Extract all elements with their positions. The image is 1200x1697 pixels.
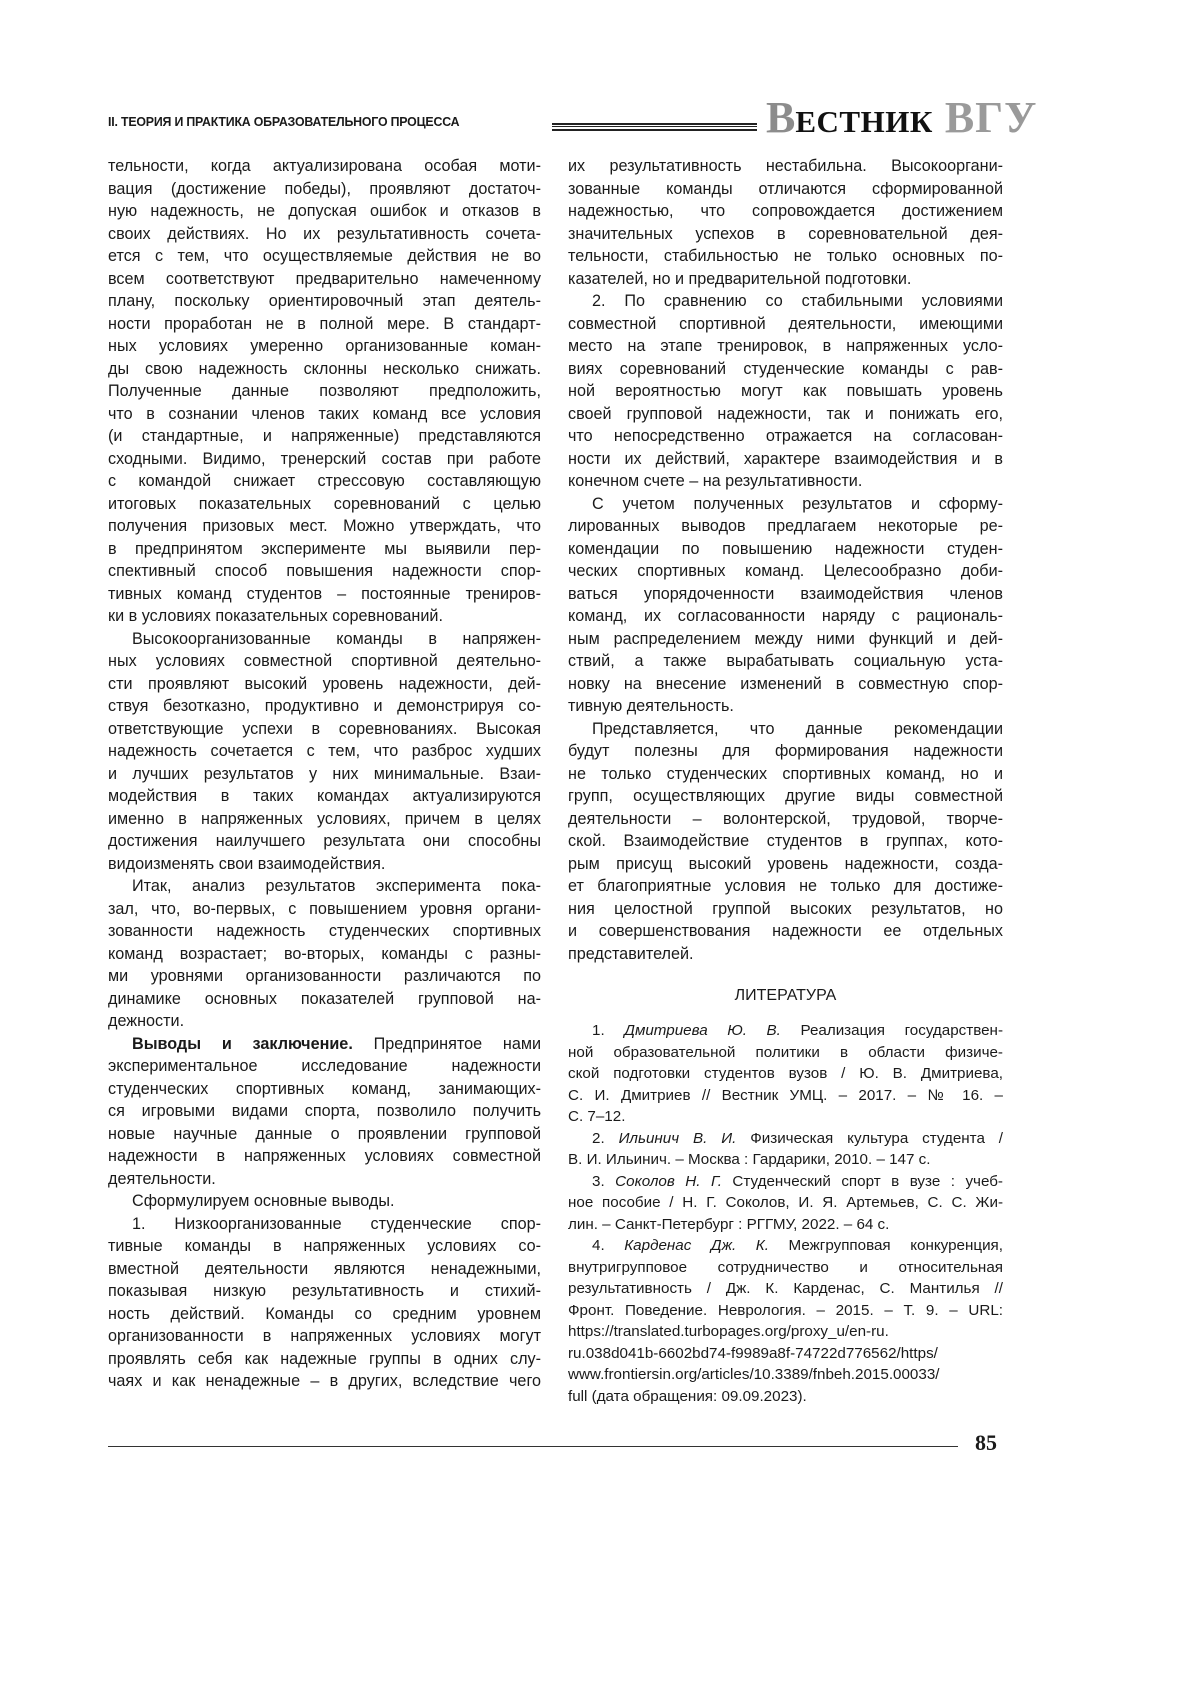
text-line [108, 718, 541, 741]
text-line [108, 1325, 541, 1348]
line-text: С учетом полученных результатов и сформу- [592, 495, 1003, 513]
text-line [108, 200, 541, 223]
text-line [568, 605, 1003, 628]
line-text: конечном счете – на результативности. [568, 472, 862, 490]
line-text: новку на внесение изменений в совместную спор- [568, 675, 1003, 693]
references-heading: ЛИТЕРАТУРА [568, 987, 1003, 1005]
text-line [108, 695, 541, 718]
line-text: тивных команд студентов – постоянные трениров- [108, 585, 541, 603]
text-line [568, 1020, 1003, 1042]
text-line [568, 403, 1003, 426]
line-text: Представляется, что данные рекомендации [592, 720, 1003, 738]
line-text: всем соответствуют предварительно намеченному [108, 270, 541, 288]
text-line [568, 785, 1003, 808]
text-line [108, 830, 541, 853]
text-line [108, 740, 541, 763]
line-text: совместной спортивной деятельности, имеющими [568, 315, 1003, 333]
line-text: зованные команды отличаются сформированной [568, 180, 1003, 198]
text-line [108, 290, 541, 313]
line-text: ется с тем, что осуществляемые действия не во [108, 247, 541, 265]
line-text: своих действиях. Но их результативность сочета- [108, 225, 541, 243]
left-column [108, 155, 541, 1393]
line-text: спективный способ повышения надежности спор- [108, 562, 541, 580]
line-text: получения призовых мест. Можно утверждать, что [108, 517, 541, 535]
text-line [108, 650, 541, 673]
line-text: итоговых показательных соревнований с целью [108, 495, 541, 513]
text-line [568, 380, 1003, 403]
reference-item [568, 1020, 1003, 1128]
line-text: студенческих спортивных команд, занимающих- [108, 1080, 541, 1098]
line-text: Реализация государствен- [781, 1022, 1003, 1039]
line-text: ных условиях умеренно организованные коман- [108, 337, 541, 355]
line-text: вация (достижение победы), проявляют достаточ- [108, 180, 541, 198]
text-line [108, 560, 541, 583]
text-line [108, 1258, 541, 1281]
text-line [568, 1171, 1003, 1193]
line-text: виях соревнований студенческие команды с рав- [568, 360, 1003, 378]
line-text: Высокоорганизованные команды в напряжен- [132, 630, 541, 648]
line-text: Межгрупповая конкуренция, [769, 1237, 1003, 1254]
line-text: комендации по повышению надежности студен- [568, 540, 1003, 558]
line-text: организованности в напряженных условиях могут [108, 1327, 541, 1345]
text-line [108, 358, 541, 381]
line-text: с командой снижает стрессовую составляющую [108, 472, 541, 490]
line-text: деятельности. [108, 1170, 216, 1188]
text-line [108, 223, 541, 246]
text-line [568, 718, 1003, 741]
text-line: full (дата обращения: 09.09.2023). [568, 1386, 1003, 1408]
line-text: 2. По сравнению со стабильными условиями [592, 292, 1003, 310]
text-line [568, 493, 1003, 516]
text-line [568, 583, 1003, 606]
line-text: дежности. [108, 1012, 184, 1030]
line-text: Сформулируем основные выводы. [132, 1192, 395, 1210]
text-line: С. 7–12. [568, 1106, 1003, 1128]
footer-rule [108, 1446, 958, 1447]
line-text: значительных успехов в соревновательной дея- [568, 225, 1003, 243]
text-line [568, 650, 1003, 673]
text-line [568, 155, 1003, 178]
line-text: (и стандартные, и напряженные) представляются [108, 427, 541, 445]
line-text: представителей. [568, 945, 694, 963]
line-text: ствий, а также вырабатывать социальную уста- [568, 652, 1003, 670]
text-line: ской подготовки студентов вузов / Ю. В. Дмитриева, [568, 1063, 1003, 1085]
line-text: их результативность нестабильна. Высокооргани- [568, 157, 1003, 175]
text-line: внутригрупповое сотрудничество и относительная [568, 1257, 1003, 1279]
line-text: казателей, но и предварительной подготовки. [568, 270, 911, 288]
line-text: ности их действий, характере взаимодействия и в [568, 450, 1003, 468]
text-line [568, 1235, 1003, 1257]
text-line [108, 1123, 541, 1146]
line-text: сти проявляют высокий уровень надежности, дей- [108, 675, 541, 693]
right-column [568, 155, 1003, 965]
text-line [568, 943, 1003, 966]
text-line [568, 673, 1003, 696]
text-line [568, 628, 1003, 651]
paragraph [568, 718, 1003, 966]
text-line [108, 965, 541, 988]
text-line [108, 425, 541, 448]
reference-author: Дмитриева Ю. В. [624, 1022, 781, 1039]
line-text: не только студенческих спортивных команд, но и [568, 765, 1003, 783]
logo-rest: ЕСТНИК [795, 104, 932, 139]
line-text: ческих спортивных команд. Целесообразно доби- [568, 562, 1003, 580]
text-line [568, 808, 1003, 831]
line-text: тивную деятельность. [568, 697, 734, 715]
line-text: Предпринятое нами [353, 1035, 541, 1053]
text-line [108, 988, 541, 1011]
line-text: что в сознании членов таких команд все условия [108, 405, 541, 423]
line-text: команд возрастает; во-вторых, команды с разны- [108, 945, 541, 963]
text-line [568, 920, 1003, 943]
line-text: и лучших результатов у них минимальные. Взаи- [108, 765, 541, 783]
references-list [568, 1020, 1003, 1407]
line-text: лированных выводов предлагаем некоторые ре- [568, 517, 1003, 535]
line-text: динамике основных показателей групповой на- [108, 990, 541, 1008]
bold-lead: Выводы и заключение. [132, 1035, 353, 1053]
line-text: ответствующие успехи в соревнованиях. Высокая [108, 720, 541, 738]
text-line [568, 223, 1003, 246]
line-text: ствуя безотказно, продуктивно и демонстрируя со- [108, 697, 541, 715]
line-text: надежности в напряженных условиях совместной [108, 1147, 541, 1165]
text-line [108, 1055, 541, 1078]
reference-item [568, 1235, 1003, 1407]
text-line [568, 290, 1003, 313]
text-line [568, 178, 1003, 201]
text-line [108, 898, 541, 921]
text-line [108, 943, 541, 966]
text-line [108, 920, 541, 943]
text-line [568, 268, 1003, 291]
line-text: именно в напряженных условиях, причем в целях [108, 810, 541, 828]
reference-item [568, 1171, 1003, 1236]
line-text: достижения наилучшего результата они способны [108, 832, 541, 850]
line-text: Полученные данные позволяют предположить, [108, 382, 541, 400]
text-line: С. И. Дмитриев // Вестник УМЦ. – 2017. – № 16. – [568, 1085, 1003, 1107]
paragraph [108, 155, 541, 628]
text-line [568, 470, 1003, 493]
line-text: экспериментальное исследование надежности [108, 1057, 541, 1075]
line-text: проявлять себя как надежные группы в одних слу- [108, 1350, 541, 1368]
text-line [108, 1010, 541, 1033]
text-line: https://translated.turbopages.org/proxy_u/en-ru. [568, 1321, 1003, 1343]
line-text: Физическая культура студента / [736, 1130, 1003, 1147]
text-line [108, 1213, 541, 1236]
line-text: сходными. Видимо, тренерский состав при работе [108, 450, 541, 468]
text-line [568, 538, 1003, 561]
line-text: ния целостной группой высоких результатов, но [568, 900, 1003, 918]
text-line [108, 875, 541, 898]
reference-author: Ильинич В. И. [619, 1130, 737, 1147]
text-line [568, 898, 1003, 921]
text-line [108, 470, 541, 493]
reference-number: 3. [592, 1173, 615, 1190]
line-text: новые научные данные о проявлении групповой [108, 1125, 541, 1143]
text-line [108, 1303, 541, 1326]
text-line [568, 245, 1003, 268]
text-line [108, 403, 541, 426]
line-text: ся игровыми видами спорта, позволило получить [108, 1102, 541, 1120]
text-line [108, 178, 541, 201]
text-line [568, 875, 1003, 898]
line-text: ми уровнями организованности различаются по [108, 967, 541, 985]
line-text: ской. Взаимодействие студентов в группах, кото- [568, 832, 1003, 850]
line-text: ности проработан не в полной мере. В стандарт- [108, 315, 541, 333]
reference-number: 4. [592, 1237, 624, 1254]
text-line [108, 1190, 541, 1213]
text-line: В. И. Ильинич. – Москва : Гардарики, 2010. – 147 с. [568, 1149, 1003, 1171]
line-text: деятельности – волонтерской, трудовой, творче- [568, 810, 1003, 828]
line-text: ет благоприятные условия не только для достиже- [568, 877, 1003, 895]
text-line [108, 1235, 541, 1258]
text-line [108, 673, 541, 696]
text-line [568, 1128, 1003, 1150]
logo-initial: В [766, 93, 795, 142]
text-line [108, 1370, 541, 1393]
text-line [108, 1145, 541, 1168]
text-line [568, 335, 1003, 358]
text-line [568, 358, 1003, 381]
line-text: ваться упорядоченности взаимодействия членов [568, 585, 1003, 603]
line-text: команд, их согласованности наряду с рациональ- [568, 607, 1003, 625]
text-line [108, 1168, 541, 1191]
paragraph [568, 290, 1003, 493]
text-line [108, 245, 541, 268]
paragraph [108, 1190, 541, 1213]
line-text: чаях и как ненадежные – в других, вследствие чего [108, 1372, 541, 1390]
text-line: Фронт. Поведение. Неврология. – 2015. – Т. 9. – URL: [568, 1300, 1003, 1322]
text-line [108, 785, 541, 808]
line-text: рым присущ высокий уровень надежности, созда- [568, 855, 1003, 873]
line-text: ную надежность, не допуская ошибок и отказов в [108, 202, 541, 220]
paragraph [108, 875, 541, 1033]
text-line: www.frontiersin.org/articles/10.3389/fnbeh.2015.00033/ [568, 1364, 1003, 1386]
text-line [108, 380, 541, 403]
line-text: надежность сочетается с тем, что разброс худших [108, 742, 541, 760]
line-text: видоизменять свои взаимодействия. [108, 855, 385, 873]
line-text: будут полезны для формирования надежности [568, 742, 1003, 760]
running-header-section: II. ТЕОРИЯ И ПРАКТИКА ОБРАЗОВАТЕЛЬНОГО ПРОЦЕССА [108, 114, 459, 129]
line-text: Студенческий спорт в вузе : учеб- [722, 1173, 1003, 1190]
line-text: в предпринятом эксперименте мы выявили пер- [108, 540, 541, 558]
paragraph [108, 1213, 541, 1393]
line-text: ной вероятностью могут как повышать уровень [568, 382, 1003, 400]
text-line [568, 763, 1003, 786]
text-line [108, 1100, 541, 1123]
header-rule [552, 123, 757, 131]
line-text: тивные команды в напряженных условиях со- [108, 1237, 541, 1255]
line-text: ным распределением между ними функций и дей- [568, 630, 1003, 648]
line-text: место на этапе тренировок, в напряженных усло- [568, 337, 1003, 355]
line-text: 1. Низкоорганизованные студенческие спор- [132, 1215, 541, 1233]
text-line: лин. – Санкт-Петербург : РГГМУ, 2022. – 64 с. [568, 1214, 1003, 1236]
journal-logo [766, 96, 1037, 140]
paragraph [108, 628, 541, 876]
text-line [108, 313, 541, 336]
line-text: Итак, анализ результатов эксперимента пока- [132, 877, 541, 895]
text-line [568, 200, 1003, 223]
text-line [568, 560, 1003, 583]
text-line [108, 1280, 541, 1303]
line-text: тельности, стабильностью не только основных по- [568, 247, 1003, 265]
line-text: групп, осуществляющих другие виды совместной [568, 787, 1003, 805]
line-text: модействия в таких командах актуализируются [108, 787, 541, 805]
text-line [568, 830, 1003, 853]
line-text: и совершенствования надежности ее отдельных [568, 922, 1003, 940]
line-text: что непосредственно отражается на согласован- [568, 427, 1003, 445]
paragraph [568, 155, 1003, 290]
paragraph [108, 1033, 541, 1191]
text-line [108, 515, 541, 538]
text-line [108, 1078, 541, 1101]
text-line [108, 583, 541, 606]
text-line [108, 268, 541, 291]
text-line [108, 493, 541, 516]
text-line: ное пособие / Н. Г. Соколов, И. Я. Артемьев, С. С. Жи- [568, 1192, 1003, 1214]
text-line [568, 740, 1003, 763]
line-text: зованности надежность студенческих спортивных [108, 922, 541, 940]
text-line: результативность / Дж. К. Карденас, С. Мантилья // [568, 1278, 1003, 1300]
text-line [108, 538, 541, 561]
reference-number: 1. [592, 1022, 624, 1039]
line-text: ды свою надежность склонны несколько снижать. [108, 360, 541, 378]
line-text: тельности, когда актуализирована особая моти- [108, 157, 541, 175]
line-text: плану, поскольку ориентировочный этап деятель- [108, 292, 541, 310]
text-line: ru.038d041b-6602bd74-f9989a8f-74722d776562/https/ [568, 1343, 1003, 1365]
line-text: своей групповой надежности, так и понижать его, [568, 405, 1003, 423]
text-line [568, 695, 1003, 718]
line-text: ки в условиях показательных соревнований. [108, 607, 443, 625]
line-text: ность действий. Команды со средним уровнем [108, 1305, 541, 1323]
text-line [108, 605, 541, 628]
text-line [108, 448, 541, 471]
text-line [108, 763, 541, 786]
line-text: показывая низкую результативность и стихий- [108, 1282, 541, 1300]
reference-author: Соколов Н. Г. [615, 1173, 722, 1190]
page-number: 85 [975, 1430, 997, 1456]
text-line [108, 808, 541, 831]
text-line [108, 335, 541, 358]
text-line [568, 515, 1003, 538]
text-line [568, 853, 1003, 876]
line-text: вместной деятельности являются ненадежными, [108, 1260, 541, 1278]
text-line [568, 425, 1003, 448]
text-line [568, 313, 1003, 336]
text-line [108, 628, 541, 651]
reference-item [568, 1128, 1003, 1171]
text-line [568, 448, 1003, 471]
text-line [108, 853, 541, 876]
text-line [108, 155, 541, 178]
line-text: зал, что, во-первых, с повышением уровня органи- [108, 900, 541, 918]
line-text: надежностью, что сопровождается достижением [568, 202, 1003, 220]
text-line: ной образовательной политики в области физиче- [568, 1042, 1003, 1064]
reference-number: 2. [592, 1130, 619, 1147]
reference-author: Карденас Дж. К. [624, 1237, 769, 1254]
line-text: ных условиях совместной спортивной деятельно- [108, 652, 541, 670]
logo-abbr: ВГУ [945, 93, 1038, 142]
text-line [108, 1348, 541, 1371]
text-line [108, 1033, 541, 1056]
paragraph [568, 493, 1003, 718]
